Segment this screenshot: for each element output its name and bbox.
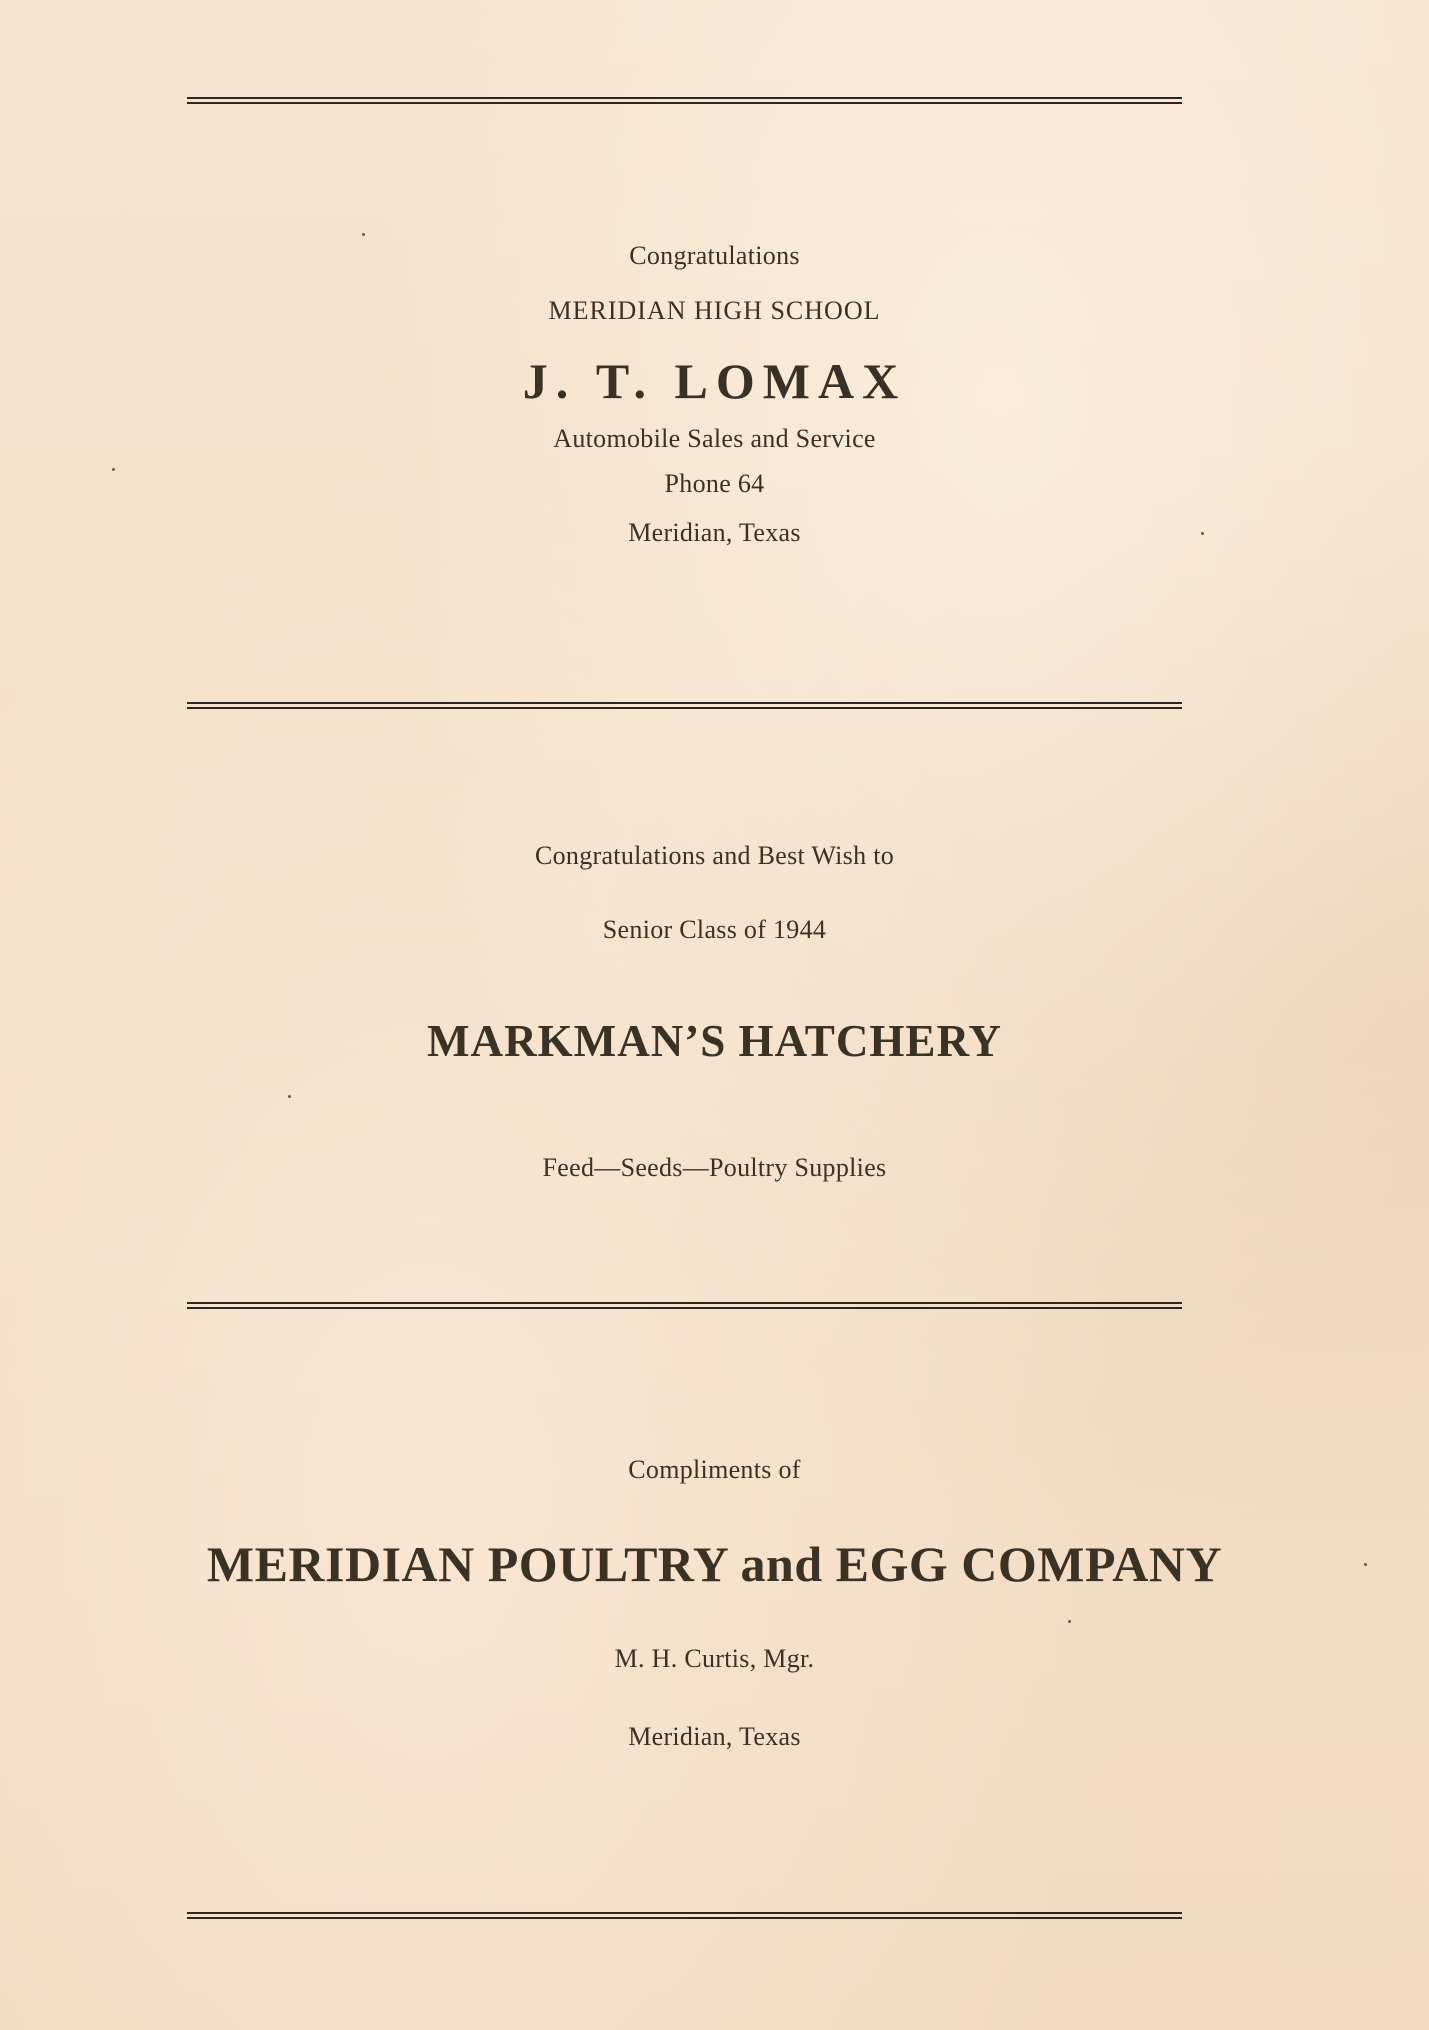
ad-business-name: MARKMAN’S HATCHERY	[427, 1015, 1002, 1066]
paper-speck	[362, 233, 365, 236]
ad-recipient: Senior Class of 1944	[602, 915, 827, 944]
ad-greeting: Compliments of	[628, 1455, 801, 1484]
ad-tagline: Automobile Sales and Service	[553, 424, 876, 453]
paper-speck	[112, 468, 115, 471]
ad-location: Meridian, Texas	[628, 518, 801, 547]
ad-phone: Phone 64	[664, 469, 765, 498]
ad-recipient: MERIDIAN HIGH SCHOOL	[548, 296, 881, 325]
ad-location: Meridian, Texas	[628, 1722, 801, 1751]
ad-greeting: Congratulations and Best Wish to	[534, 841, 895, 870]
ad-business-name: J. T. LOMAX	[522, 353, 907, 409]
double-rule-divider-1	[187, 702, 1182, 709]
paper-speck	[1364, 1563, 1367, 1566]
double-rule-bottom	[187, 1912, 1182, 1919]
double-rule-divider-2	[187, 1302, 1182, 1309]
paper-speck	[1201, 532, 1204, 535]
ad-greeting: Congratulations	[629, 241, 800, 270]
ad-tagline: Feed—Seeds—Poultry Supplies	[542, 1153, 887, 1182]
paper-speck	[1068, 1620, 1071, 1623]
ad-manager: M. H. Curtis, Mgr.	[614, 1644, 815, 1673]
double-rule-top	[187, 97, 1182, 104]
paper-speck	[288, 1095, 291, 1098]
ad-business-name: MERIDIAN POULTRY and EGG COMPANY	[206, 1536, 1223, 1592]
